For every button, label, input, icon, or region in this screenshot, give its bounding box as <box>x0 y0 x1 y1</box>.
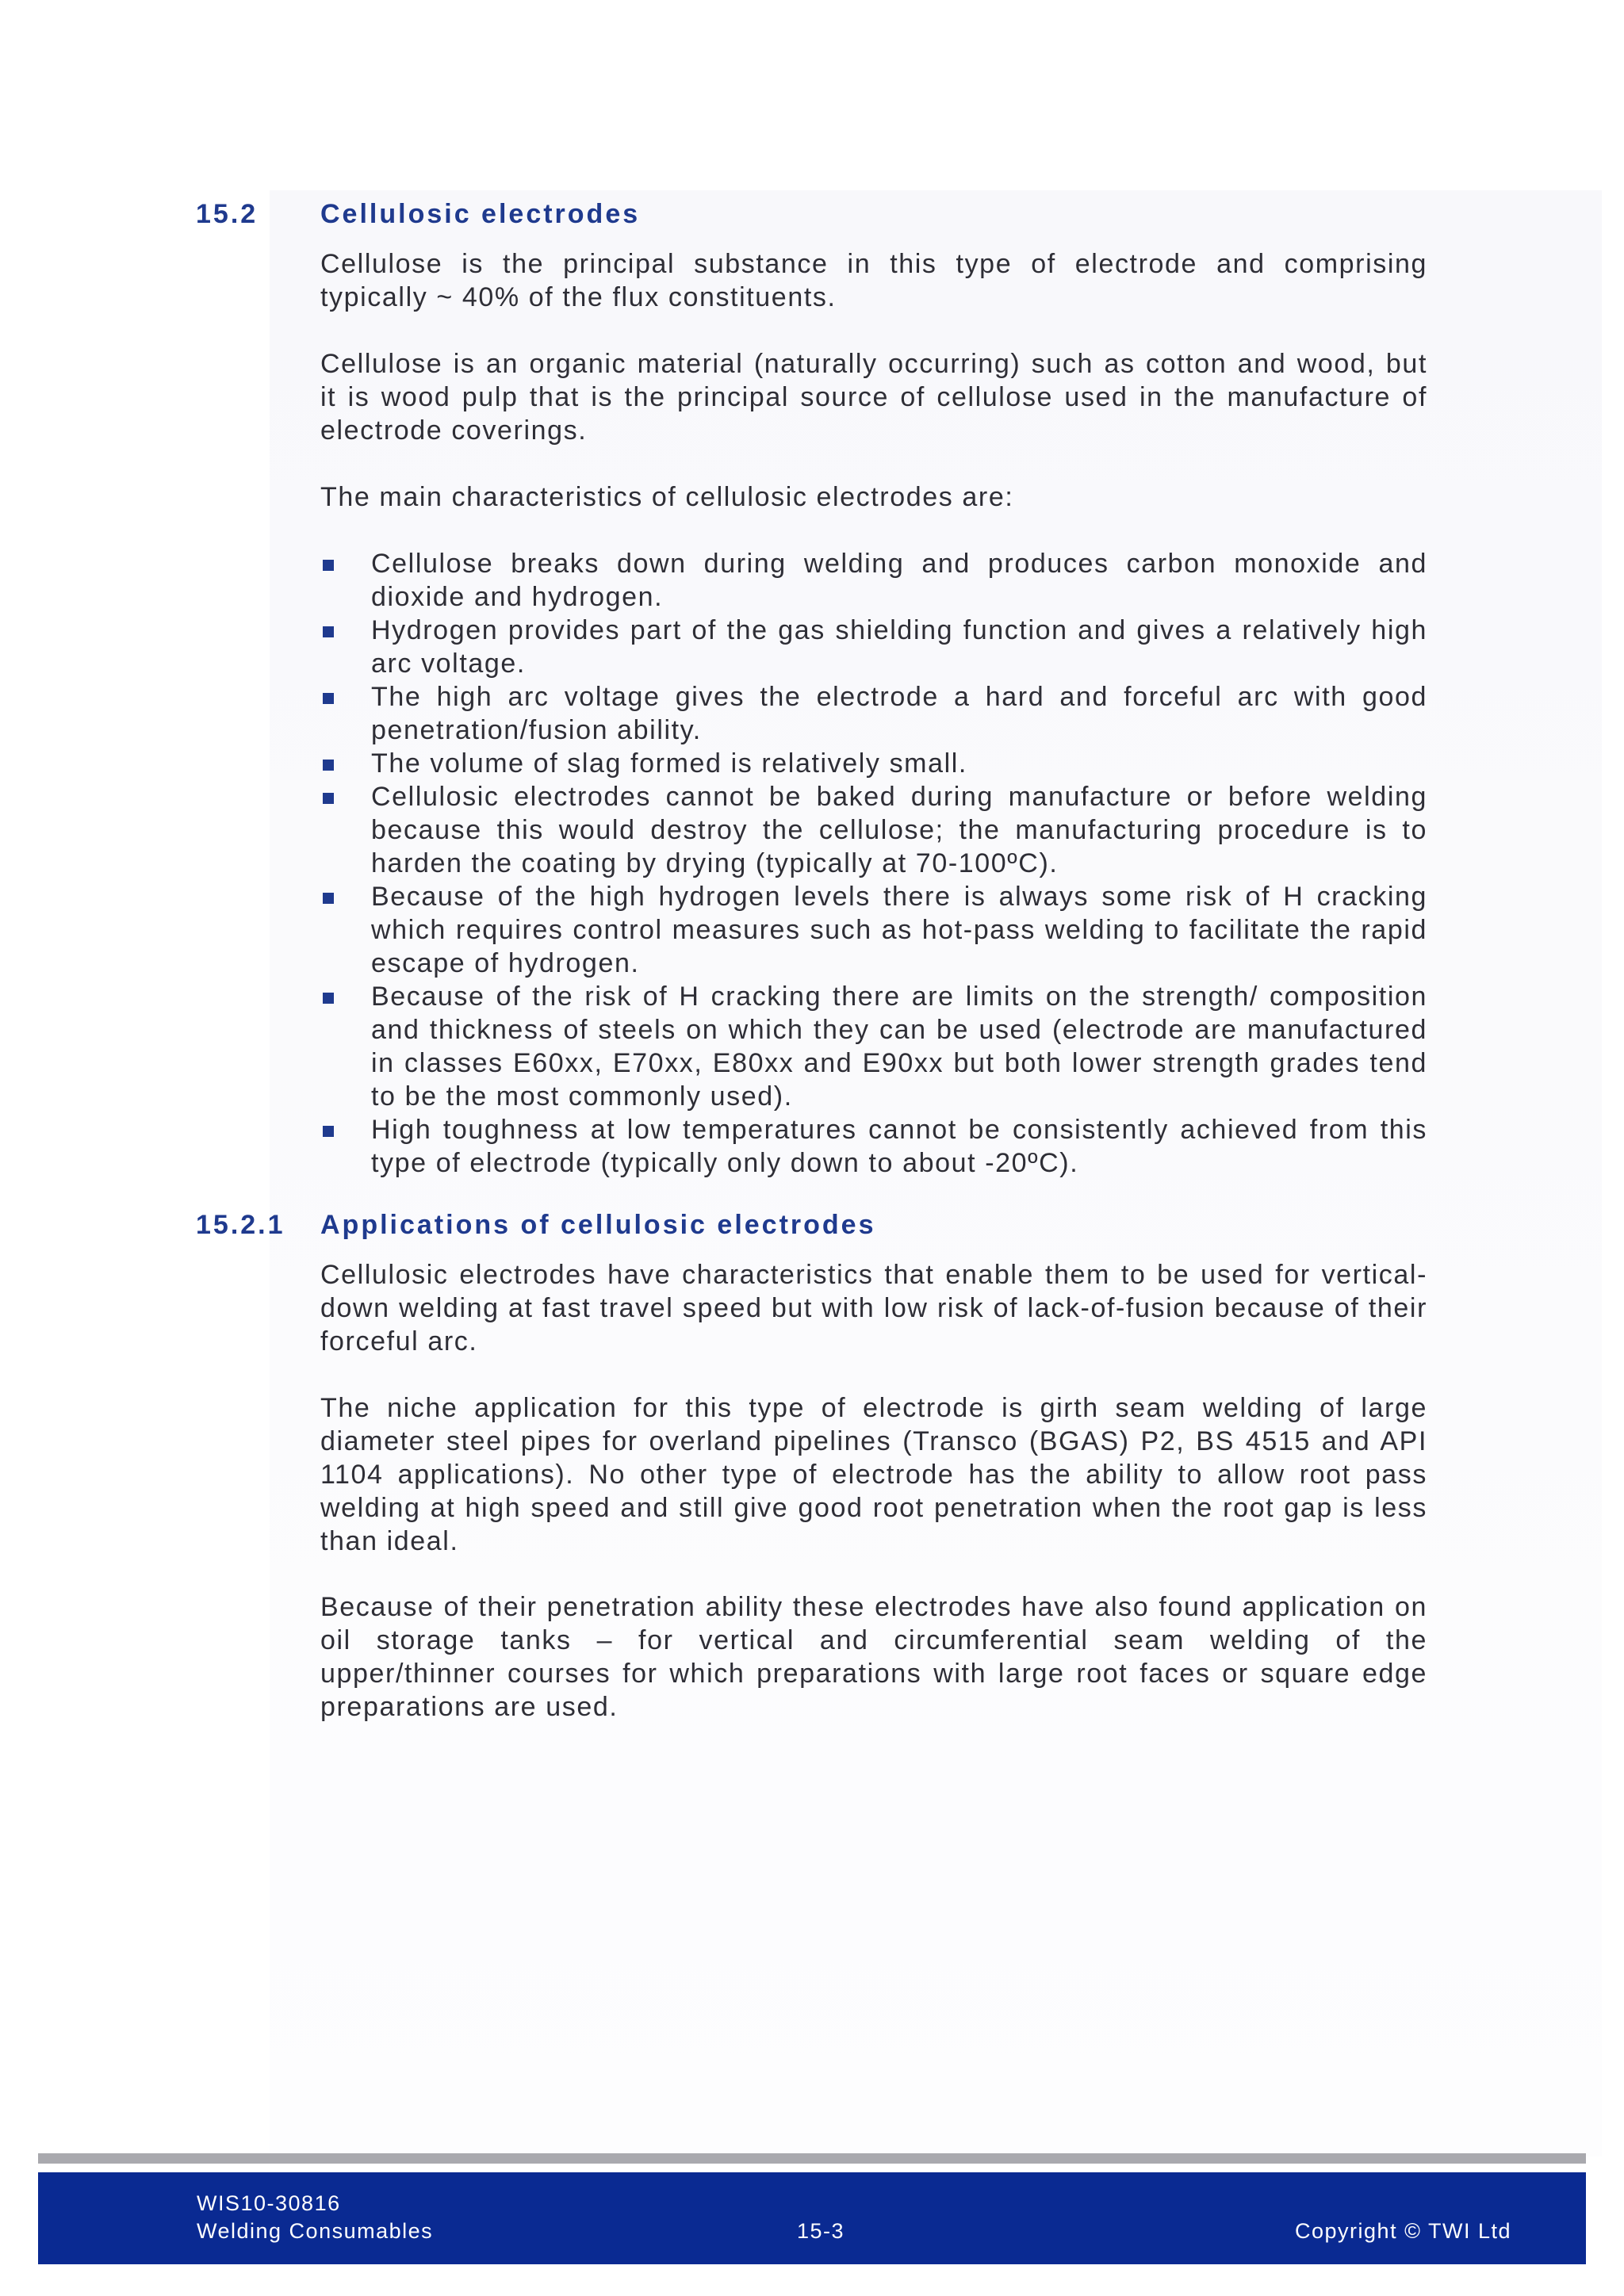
list-item <box>320 880 1427 980</box>
square-bullet-icon <box>323 993 334 1004</box>
square-bullet-icon <box>323 1126 334 1137</box>
square-bullet-icon <box>323 793 334 804</box>
list-item <box>320 980 1427 1113</box>
subsection-number: 15.2.1 <box>196 1210 285 1240</box>
square-bullet-icon <box>323 626 334 637</box>
footer-divider <box>38 2153 1586 2164</box>
paragraph: Cellulose is an organic material (naturally occurring) such as cotton and wood, but it is wood pulp that is the principal source of cellulose used in the manufacture of electrode coverings. <box>320 349 1427 446</box>
square-bullet-icon <box>323 760 334 771</box>
list-item <box>320 547 1427 614</box>
list-item-text: The volume of slag formed is relatively small. <box>371 748 967 779</box>
list-item-text: Because of the high hydrogen levels there is always some risk of H cracking which requires control measures such as hot-pass welding to facilitate the rapid escape of hydrogen. <box>371 882 1427 978</box>
footer-page-number: 15-3 <box>797 2219 845 2243</box>
list-item-text: Hydrogen provides part of the gas shielding function and gives a relatively high arc voltage. <box>371 615 1427 679</box>
list-item-text: Cellulosic electrodes cannot be baked during manufacture or before welding because this would destroy the cellulose; the manufacturing procedure is to harden the coating by drying (typically at 70-100ºC). <box>371 782 1427 878</box>
list-item <box>320 614 1427 680</box>
square-bullet-icon <box>323 893 334 904</box>
list-item-text: High toughness at low temperatures cannot be consistently achieved from this type of electrode (typically only down to about -20ºC). <box>371 1115 1427 1178</box>
paragraph: Cellulosic electrodes have characteristics that enable them to be used for vertical-down welding at fast travel speed but with low risk of lack-of-fusion because of their forceful arc. <box>320 1260 1427 1357</box>
page-footer <box>38 2172 1586 2264</box>
list-item <box>320 1113 1427 1180</box>
square-bullet-icon <box>323 560 334 571</box>
list-item <box>320 780 1427 880</box>
subsection-title: Applications of cellulosic electrodes <box>320 1210 876 1240</box>
list-item <box>320 747 1427 780</box>
footer-doc-code: WIS10-30816 <box>197 2191 341 2215</box>
section-number: 15.2 <box>196 199 259 229</box>
paragraph: Because of their penetration ability these electrodes have also found application on oil storage tanks – for vertical and circumferential seam welding of the upper/thinner courses for which preparations with large root faces or square edge preparations are used. <box>320 1592 1427 1722</box>
paragraph: The niche application for this type of electrode is girth seam welding of large diameter steel pipes for overland pipelines (Transco (BGAS) P2, BS 4515 and API 1104 applications). No other type of electrode has the ability to allow root pass welding at high speed and still give good root penetration when the root gap is less than ideal. <box>320 1393 1427 1556</box>
section-title: Cellulosic electrodes <box>320 199 641 229</box>
paragraph: The main characteristics of cellulosic electrodes are: <box>320 482 1014 512</box>
footer-copyright: Copyright © TWI Ltd <box>1295 2219 1511 2243</box>
footer-doc-title: Welding Consumables <box>197 2219 434 2243</box>
list-item-text: Cellulose breaks down during welding and produces carbon monoxide and dioxide and hydrogen. <box>371 549 1427 612</box>
characteristics-list <box>320 547 1427 1180</box>
list-item-text: The high arc voltage gives the electrode a hard and forceful arc with good penetration/fusion ability. <box>371 682 1427 745</box>
list-item-text: Because of the risk of H cracking there are limits on the strength/ composition and thickness of steels on which they can be used (electrode are manufactured in classes E60xx, E70xx, E80xx and E90xx but both lower strength grades tend to be the most commonly used). <box>371 982 1427 1112</box>
list-item <box>320 680 1427 747</box>
square-bullet-icon <box>323 693 334 704</box>
paragraph: Cellulose is the principal substance in this type of electrode and comprising typically ~ 40% of the flux constituents. <box>320 249 1427 312</box>
